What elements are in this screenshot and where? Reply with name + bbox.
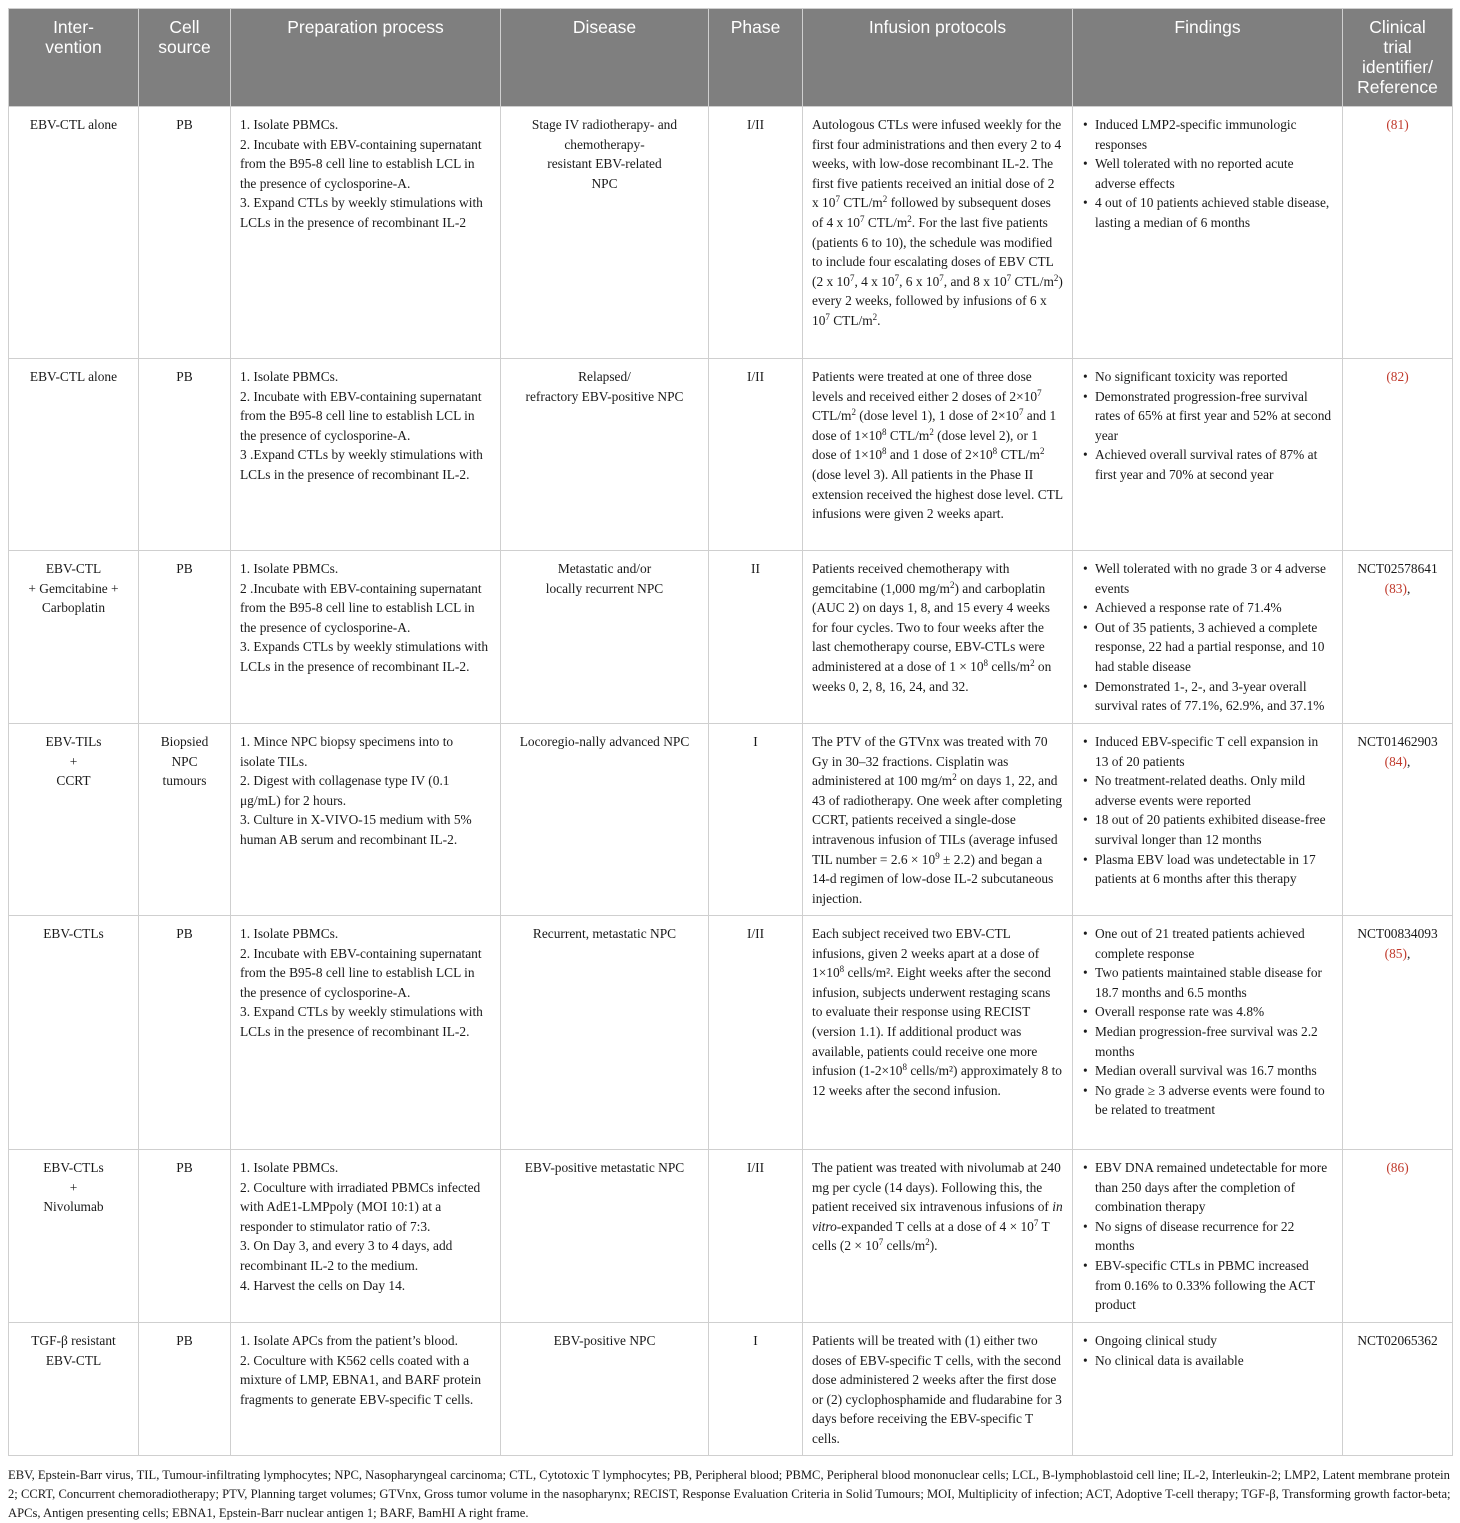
prep-step: 4. Harvest the cells on Day 14. — [240, 1277, 406, 1293]
trial-id-cell — [1343, 359, 1453, 551]
trial-id: NCT00834093 — [1357, 926, 1438, 941]
finding-item: • Median progression-free survival was 2.2 months — [1082, 1022, 1333, 1061]
source-cell: PB — [139, 107, 231, 359]
finding-item: • EBV DNA remained undetectable for more than 250 days after the completion of combination therapy — [1082, 1158, 1333, 1217]
header-infusion: Infusion protocols — [803, 9, 1073, 107]
phase-cell: I/II — [709, 359, 803, 551]
finding-item: • Overall response rate was 4.8% — [1082, 1002, 1333, 1022]
findings-cell — [1073, 551, 1343, 724]
reference-link[interactable]: (83) — [1384, 580, 1407, 596]
infusion-cell: The PTV of the GTVnx was treated with 70 Gy in 30–32 fractions. Cisplatin was administered at 100 $mg/m^2$ on days 1, 22, and 43 of radiotherapy. One week after completing CCRT, patients received a single-dose intravenous infusion of TILs (average infused TIL number = $2.6 \times 10^9 \pm 2.2$) and began a 14-d regimen of low-dose IL-2 subcutaneous injection. — [803, 724, 1073, 916]
source-cell: PB — [139, 551, 231, 724]
prep-step: 2 .Incubate with EBV-containing supernatant from the B95-8 cell line to establish LCL in the presence of cyclosporine-A. — [240, 580, 482, 635]
infusion-text: Autologous CTLs were infused weekly for the first four administrations and then every 2 to 4 weeks, with low-dose recombinant IL-2. The first five patients received an initial dose of 2 x 10 — [812, 117, 1062, 211]
finding-item: • No grade ≥ 3 adverse events were found to be related to treatment — [1082, 1081, 1333, 1120]
table-row — [9, 1323, 1453, 1456]
finding-item: • Achieved a response rate of 71.4% — [1082, 598, 1333, 618]
prep-step: 1. Isolate PBMCs. — [240, 369, 339, 384]
prep-step: 3. Culture in X-VIVO-15 medium with 5% human AB serum and recombinant IL-2. — [240, 812, 472, 847]
disease-cell: Stage IV radiotherapy- and chemotherapy- resistant EBV-related NPC — [501, 107, 709, 359]
disease-cell: Metastatic and/or locally recurrent NPC — [501, 551, 709, 724]
finding-item: • Two patients maintained stable disease for 18.7 months and 6.5 months — [1082, 963, 1333, 1002]
header-preparation: Preparation process — [231, 9, 501, 107]
prep-step: 2. Incubate with EBV-containing supernatant from the B95-8 cell line to establish LCL in the presence of cyclosporine-A. — [240, 136, 482, 191]
finding-item: • Ongoing clinical study — [1082, 1331, 1333, 1351]
source-cell: Biopsied NPC tumours — [139, 724, 231, 916]
prep-step: 3. Expands CTLs by weekly stimulations with LCLs in the presence of recombinant IL-2. — [240, 639, 489, 674]
prep-step: 1. Isolate PBMCs. — [240, 926, 339, 941]
reference-link[interactable]: (85) — [1384, 945, 1407, 961]
findings-cell — [1073, 916, 1343, 1150]
table-container — [8, 8, 1452, 1456]
header-disease: Disease — [501, 9, 709, 107]
trial-id-cell — [1343, 1150, 1453, 1323]
prep-step: 3 .Expand CTLs by weekly stimulations with LCLs in the presence of recombinant IL-2. — [240, 447, 483, 482]
prep-step: 1. Isolate PBMCs. — [240, 1160, 339, 1175]
infusion-text: The PTV of the GTVnx was treated with 70 Gy in 30–32 fractions. Cisplatin was administered at 100 mg/m — [812, 734, 1048, 789]
prep-step: 1. Isolate PBMCs. — [240, 117, 339, 132]
finding-item: • No treatment-related deaths. Only mild adverse events were reported — [1082, 771, 1333, 810]
trial-id: NCT01462903 — [1357, 734, 1438, 749]
findings-cell — [1073, 724, 1343, 916]
infusion-cell: Autologous CTLs were infused weekly for the first four administrations and then every 2 to 4 weeks, with low-dose recombinant IL-2. The first five patients received an initial dose of 2 x $10^7$ CTL/$m^2$ followed by subsequent doses of 4 x $10^7$ CTL/$m^2$. For the last five patients (patients 6 to 10), the schedule was modified to include four escalating doses of EBV CTL (2 x $10^7$, 4 x $10^7$, 6 x $10^7$, and 8 x $10^7$ CTL/$m^2$) every 2 weeks, followed by infusions of 6 x $10^7$ CTL/$m^2$. — [803, 107, 1073, 359]
infusion-cell: Patients were treated at one of three dose levels and received either 2 doses of $2\times 10^7$ CTL/$m^2$ (dose level 1), 1 dose of $2\times 10^7$ and 1 dose of $1\times 10^8$ CTL/$m^2$ (dose level 2), or 1 dose of $1\times 10^8$ and 1 dose of $2\times 10^8$ CTL/$m^2$ (dose level 3). All patients in the Phase II extension received the highest dose level. CTL infusions were given 2 weeks apart. — [803, 359, 1073, 551]
intervention-cell: EBV-TILs + CCRT — [9, 724, 139, 916]
phase-cell: I — [709, 1323, 803, 1456]
infusion-cell — [803, 1323, 1073, 1456]
trial-id: NCT02065362 — [1357, 1333, 1438, 1348]
table-row — [9, 1150, 1453, 1323]
phase-cell: I — [709, 724, 803, 916]
finding-item: • Well tolerated with no reported acute adverse effects — [1082, 154, 1333, 193]
prep-step: 2. Coculture with irradiated PBMCs infected with AdE1-LMPpoly (MOI 10:1) at a responder to stimulator ratio of 7:3. — [240, 1179, 481, 1234]
finding-item: • Induced LMP2-specific immunologic responses — [1082, 115, 1333, 154]
findings-cell — [1073, 1150, 1343, 1323]
table-row — [9, 551, 1453, 724]
prep-cell — [231, 916, 501, 1150]
prep-step: 1. Mince NPC biopsy specimens into to isolate TILs. — [240, 734, 454, 769]
phase-cell: I/II — [709, 107, 803, 359]
infusion-text: Each subject received two EBV-CTL infusions, given 2 weeks apart at a dose of 1×10 — [812, 926, 1040, 981]
finding-item: • Demonstrated progression-free survival rates of 65% at first year and 52% at second year — [1082, 387, 1333, 446]
finding-item: • No significant toxicity was reported — [1082, 367, 1333, 387]
trial-id-cell — [1343, 1323, 1453, 1456]
infusion-text: The patient was treated with nivolumab at 240 mg per cycle (14 days). Following this, the patient received six intravenous infusions of — [812, 1160, 1061, 1215]
finding-item: • 18 out of 20 patients exhibited disease-free survival longer than 12 months — [1082, 810, 1333, 849]
reference-link[interactable]: (81) — [1386, 117, 1409, 132]
reference-link[interactable]: (84) — [1384, 753, 1407, 769]
prep-cell — [231, 1323, 501, 1456]
finding-item: • 4 out of 10 patients achieved stable disease, lasting a median of 6 months — [1082, 193, 1333, 232]
intervention-cell: EBV-CTL alone — [9, 107, 139, 359]
trials-table — [8, 8, 1453, 1456]
table-row — [9, 107, 1453, 359]
intervention-cell: EBV-CTLs + Nivolumab — [9, 1150, 139, 1323]
phase-cell: I/II — [709, 1150, 803, 1323]
prep-cell — [231, 359, 501, 551]
reference-link[interactable]: (82) — [1386, 369, 1409, 384]
trial-id-cell: NCT00834093 (85), — [1343, 916, 1453, 1150]
header-findings: Findings — [1073, 9, 1343, 107]
finding-item: • One out of 21 treated patients achieved complete response — [1082, 924, 1333, 963]
infusion-cell: The patient was treated with nivolumab at 240 mg per cycle (14 days). Following this, the patient received six intravenous infusions of in vitro-expanded T cells at a dose of $4 \times 10^7$ T cells ($2 \times 10^7$ cells/$m^2$). — [803, 1150, 1073, 1323]
finding-item: • Plasma EBV load was undetectable in 17 patients at 6 months after this therapy — [1082, 850, 1333, 889]
prep-cell — [231, 107, 501, 359]
trial-id-cell — [1343, 107, 1453, 359]
header-phase: Phase — [709, 9, 803, 107]
header-trial-id: Clinical trial identifier/ Reference — [1343, 9, 1453, 107]
finding-item: • Induced EBV-specific T cell expansion in 13 of 20 patients — [1082, 732, 1333, 771]
prep-cell — [231, 724, 501, 916]
disease-cell: Recurrent, metastatic NPC — [501, 916, 709, 1150]
prep-step: 3. On Day 3, and every 3 to 4 days, add recombinant IL-2 to the medium. — [240, 1238, 453, 1273]
table-row — [9, 359, 1453, 551]
infusion-text: Patients were treated at one of three dose levels and received either 2 doses of 2×10 — [812, 369, 1038, 404]
prep-step: 2. Coculture with K562 cells coated with a mixture of LMP, EBNA1, and BARF protein fragments to generate EBV-specific T cells. — [240, 1352, 482, 1407]
findings-cell — [1073, 107, 1343, 359]
finding-item: • Median overall survival was 16.7 months — [1082, 1061, 1333, 1081]
prep-step: 2. Digest with collagenase type IV (0.1 μg/mL) for 2 hours. — [240, 773, 450, 808]
prep-step: 3. Expand CTLs by weekly stimulations with LCLs in the presence of recombinant IL-2. — [240, 1004, 483, 1039]
phase-cell: I/II — [709, 916, 803, 1150]
finding-item: • Out of 35 patients, 3 achieved a complete response, 22 had a partial response, and 10 had stable disease — [1082, 618, 1333, 677]
prep-cell — [231, 1150, 501, 1323]
finding-item: • No signs of disease recurrence for 22 months — [1082, 1217, 1333, 1256]
trial-id-cell: NCT02578641 (83), — [1343, 551, 1453, 724]
intervention-cell: TGF-β resistant EBV-CTL — [9, 1323, 139, 1456]
intervention-cell: EBV-CTL + Gemcitabine + Carboplatin — [9, 551, 139, 724]
header-cell-source: Cell source — [139, 9, 231, 107]
intervention-cell: EBV-CTL alone — [9, 359, 139, 551]
prep-step: 1. Isolate APCs from the patient’s blood. — [240, 1333, 458, 1348]
trial-id: NCT02578641 — [1357, 561, 1438, 576]
infusion-cell: Patients received chemotherapy with gemcitabine (1,000 $mg/m^2$) and carboplatin (AUC 2) on days 1, 8, and 15 every 4 weeks for four cycles. Two to four weeks after the last chemotherapy course, EBV-CTLs were administered at a dose of $1 \times 10^8$ cells/$m^2$ on weeks 0, 2, 8, 16, 24, and 32. — [803, 551, 1073, 724]
prep-step: 3. Expand CTLs by weekly stimulations with LCLs in the presence of recombinant IL-2 — [240, 195, 483, 230]
finding-item: • Achieved overall survival rates of 87% at first year and 70% at second year — [1082, 445, 1333, 484]
prep-step: 2. Incubate with EBV-containing supernatant from the B95-8 cell line to establish LCL in the presence of cyclosporine-A. — [240, 388, 482, 443]
prep-step: 2. Incubate with EBV-containing supernatant from the B95-8 cell line to establish LCL in the presence of cyclosporine-A. — [240, 945, 482, 1000]
infusion-text: Patients will be treated with (1) either two doses of EBV-specific T cells, with the second dose administered 2 weeks after the first dose or (2) cyclophosphamide and fludarabine for 3 days before receiving the EBV-specific T cells. — [812, 1333, 1062, 1446]
trial-id-cell: NCT01462903 (84), — [1343, 724, 1453, 916]
infusion-cell: Each subject received two EBV-CTL infusions, given 2 weeks apart at a dose of $1\times 10^8$ cells/m². Eight weeks after the second infusion, subjects underwent restaging scans to evaluate their response using RECIST (version 1.1). If additional product was available, patients could receive one more infusion ($1-2\times 10^8$ cells/m²) approximately 8 to 12 weeks after the second infusion. — [803, 916, 1073, 1150]
finding-item: • Demonstrated 1-, 2-, and 3-year overall survival rates of 77.1%, 62.9%, and 37.1% — [1082, 677, 1333, 716]
reference-link[interactable]: (86) — [1386, 1160, 1409, 1175]
disease-cell: EBV-positive metastatic NPC — [501, 1150, 709, 1323]
disease-cell: Relapsed/ refractory EBV-positive NPC — [501, 359, 709, 551]
phase-cell: II — [709, 551, 803, 724]
source-cell: PB — [139, 1323, 231, 1456]
finding-item: • Well tolerated with no grade 3 or 4 adverse events — [1082, 559, 1333, 598]
source-cell: PB — [139, 916, 231, 1150]
intervention-cell: EBV-CTLs — [9, 916, 139, 1150]
table-row — [9, 916, 1453, 1150]
source-cell: PB — [139, 1150, 231, 1323]
prep-step: 1. Isolate PBMCs. — [240, 561, 339, 576]
findings-cell — [1073, 359, 1343, 551]
infusion-text: Patients received chemotherapy with gemcitabine (1,000 mg/m — [812, 561, 1010, 596]
prep-cell — [231, 551, 501, 724]
header-intervention: Inter- vention — [9, 9, 139, 107]
disease-cell: EBV-positive NPC — [501, 1323, 709, 1456]
table-row — [9, 724, 1453, 916]
findings-cell — [1073, 1323, 1343, 1456]
header-row — [9, 9, 1453, 107]
disease-cell: Locoregio-nally advanced NPC — [501, 724, 709, 916]
finding-item: • No clinical data is available — [1082, 1351, 1333, 1371]
source-cell: PB — [139, 359, 231, 551]
table-footnote: EBV, Epstein-Barr virus, TIL, Tumour-infiltrating lymphocytes; NPC, Nasopharyngeal carcinoma; CTL, Cytotoxic T lymphocytes; PB, Peripheral blood; PBMC, Peripheral blood mononuclear cells; LCL, B-lymphoblastoid cell line; IL-2, Interleukin-2; LMP2, Latent membrane protein 2; CCRT, Concurrent chemoradiotherapy; PTV, Planning target volumes; GTVnx, Gross tumor volume in the nasopharynx; RECIST, Response Evaluation Criteria in Solid Tumours; MOI, Multiplicity of infection; ACT, Adoptive T-cell therapy; TGF-β, Transforming growth factor-beta; APCs, Antigen presenting cells; EBNA1, Epstein-Barr nuclear antigen 1; BARF, BamHI A right frame. — [8, 1468, 1451, 1520]
finding-item: • EBV-specific CTLs in PBMC increased from 0.16% to 0.33% following the ACT product — [1082, 1256, 1333, 1315]
